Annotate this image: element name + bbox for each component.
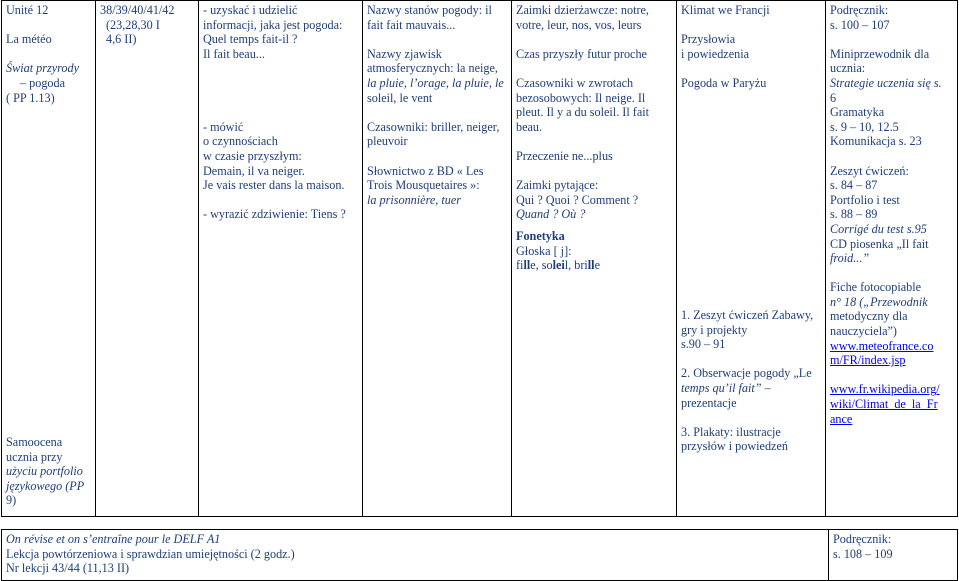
selfeval-line: językowego (PP	[6, 478, 85, 493]
unit-number: Unité 12	[6, 3, 49, 17]
materials-line: 6	[830, 90, 837, 105]
phon-part: , bri	[568, 258, 588, 273]
grammar-cell	[512, 1, 677, 517]
materials-line: Strategie uczenia się s.	[830, 75, 942, 90]
wikipedia-link[interactable]: wiki/Climat_de_la_Fr	[830, 397, 938, 412]
phon-bold: lei	[552, 258, 565, 273]
revision-lesson-cell	[2, 530, 829, 581]
goal-line: Demain, il va neiger.	[203, 163, 305, 178]
revision-materials-line: Podręcznik:	[833, 532, 892, 546]
selfeval-line: Samoocena	[6, 435, 63, 450]
grammar-line: Zaimki pytające:	[516, 178, 599, 193]
grammar-line: Głoska [ j]:	[516, 243, 572, 258]
vocab-line: pleuvoir	[367, 134, 408, 149]
materials-line: Podręcznik:	[830, 3, 889, 17]
materials-line: Fiche fotocopiable	[830, 280, 922, 295]
materials-line: CD piosenka „Il fait	[830, 236, 929, 251]
unit-cell	[2, 1, 96, 517]
vocab-line: Słownictwo z BD « Les	[367, 163, 484, 178]
meteofrance-link[interactable]: www.meteofrance.co	[830, 338, 934, 353]
goal-line: w czasie przyszłym:	[203, 148, 302, 163]
grammar-line: Czasowniki w zwrotach	[516, 75, 634, 90]
culture-line: i powiedzenia	[681, 46, 750, 61]
wikipedia-link[interactable]: ance	[830, 411, 853, 426]
goals-cell	[199, 1, 363, 517]
materials-line: Zeszyt ćwiczeń:	[830, 163, 909, 178]
vocab-line: la prisonnière, tuer	[367, 192, 461, 207]
goal-line: informacji, jaka jest pogoda:	[203, 17, 343, 32]
revision-materials-cell	[829, 530, 958, 581]
lesson-numbers-line: 4,6 II)	[106, 32, 137, 47]
vocab-line: soleil, le vent	[367, 90, 433, 105]
revision-row	[2, 530, 958, 581]
meteofrance-link[interactable]: m/FR/index.jsp	[830, 353, 906, 368]
revision-materials-line: s. 108 – 109	[833, 546, 893, 561]
task-line: s.90 – 91	[681, 337, 726, 352]
goal-line: Il fait beau...	[203, 46, 265, 61]
theme-line: ( PP 1.13)	[6, 90, 55, 105]
grammar-line: Qui ? Quoi ? Comment ?	[516, 192, 639, 207]
phon-part: l	[564, 258, 569, 273]
lesson-numbers-line: (23,28,30 I	[106, 17, 160, 32]
task-line: temps qu’il fait” –	[681, 381, 771, 396]
goal-line: - wyrazić zdziwienie: Tiens ?	[203, 207, 346, 222]
goal-line: Quel temps fait-il ?	[203, 32, 298, 47]
materials-line: Komunikacja s. 23	[830, 134, 922, 149]
materials-cell	[826, 1, 958, 517]
goal-line: Je vais rester dans la maison.	[203, 178, 345, 193]
lesson-numbers-line: 38/39/40/41/42	[100, 3, 175, 17]
vocab-line: Nazwy stanów pogody: il	[367, 3, 492, 17]
theme-line: – pogoda	[20, 75, 66, 90]
grammar-line: Czas przyszły futur proche	[516, 46, 647, 61]
grammar-line: pleut. Il y a du soleil. Il fait	[516, 105, 650, 120]
grammar-line: Zaimki dzierżawcze: notre,	[516, 3, 649, 17]
wikipedia-link[interactable]: www.fr.wikipedia.org/	[830, 382, 940, 397]
culture-line: Przysłowia	[681, 32, 736, 47]
phon-bold: ll	[587, 258, 595, 273]
vocab-line: Trois Mousquetaires »:	[367, 178, 480, 193]
vocab-line: Nazwy zjawisk	[367, 46, 442, 61]
phon-part: e, so	[530, 258, 553, 273]
materials-line: Corrigé du test s.95	[830, 221, 927, 236]
vocab-line: Czasowniki: briller, neiger,	[367, 119, 500, 134]
revision-line: Nr lekcji 43/44 (11,13 II)	[6, 561, 130, 576]
culture-line: Klimat we Francji	[681, 3, 770, 17]
goal-line: - mówić	[203, 119, 244, 134]
grammar-line: bezosobowych: Il neige. Il	[516, 90, 646, 105]
materials-line: froid...”	[830, 251, 870, 266]
fiche-number: n° 18 („Przewodnik	[830, 294, 928, 309]
phon-part: e	[594, 258, 600, 273]
selfeval-line: ucznia przy	[6, 449, 63, 464]
culture-line: Pogoda w Paryżu	[681, 75, 767, 90]
revision-line: On révise et on s’entraîne pour le DELF A1	[6, 532, 221, 546]
vocab-line: atmosferycznych: la neige,	[367, 61, 498, 76]
task-line: 2. Obserwacje pogody „Le	[681, 366, 812, 381]
grammar-line: votre, leur, nos, vos, leurs	[516, 17, 642, 32]
task-line: prezentacje	[681, 395, 737, 410]
materials-line: Portfolio i test	[830, 192, 900, 207]
unit-title: La météo	[6, 32, 52, 47]
revision-table	[1, 529, 958, 581]
phon-part: fi	[516, 258, 524, 273]
grammar-line: Quand ? Où ?	[516, 207, 586, 222]
culture-cell	[677, 1, 826, 517]
task-line: 1. Zeszyt ćwiczeń Zabawy,	[681, 308, 814, 323]
task-line: przysłów i powiedzeń	[681, 439, 788, 454]
revision-line: Lekcja powtórzeniowa i sprawdzian umiejętności (2 godz.)	[6, 546, 295, 561]
materials-line: s. 100 – 107	[830, 17, 890, 32]
materials-line: metodyczny dla	[830, 309, 908, 324]
materials-line: s. 88 – 89	[830, 207, 878, 222]
lesson-numbers-cell	[96, 1, 199, 517]
materials-line: Gramatyka	[830, 105, 885, 120]
grammar-line: beau.	[516, 119, 543, 134]
selfeval-line: użyciu portfolio	[6, 464, 83, 479]
vocabulary-cell	[363, 1, 512, 517]
materials-line: ucznia:	[830, 61, 866, 76]
vocab-line: fait fait mauvais...	[367, 17, 456, 32]
vocab-line: la pluie, l’orage, la pluie, le	[367, 75, 504, 90]
phonetics-examples	[516, 258, 672, 273]
goal-line: o czynnościach	[203, 134, 278, 149]
goal-line: - uzyskać i udzielić	[203, 3, 298, 17]
plan-row	[2, 1, 958, 517]
phonetics-heading: Fonetyka	[516, 228, 565, 243]
task-line: gry i projekty	[681, 322, 748, 337]
materials-line: Miniprzewodnik dla	[830, 46, 930, 61]
materials-line: s. 84 – 87	[830, 178, 878, 193]
selfeval-line: 9)	[6, 493, 17, 508]
materials-line: nauczyciela”)	[830, 324, 897, 339]
grammar-line: Przeczenie ne...plus	[516, 148, 613, 163]
materials-line	[830, 295, 953, 310]
task-line: 3. Plakaty: ilustracje	[681, 424, 781, 439]
theme-line: Świat przyrody	[6, 61, 80, 76]
plan-table	[1, 0, 958, 517]
materials-line: s. 9 – 10, 12.5	[830, 119, 899, 134]
phon-bold: ll	[523, 258, 531, 273]
